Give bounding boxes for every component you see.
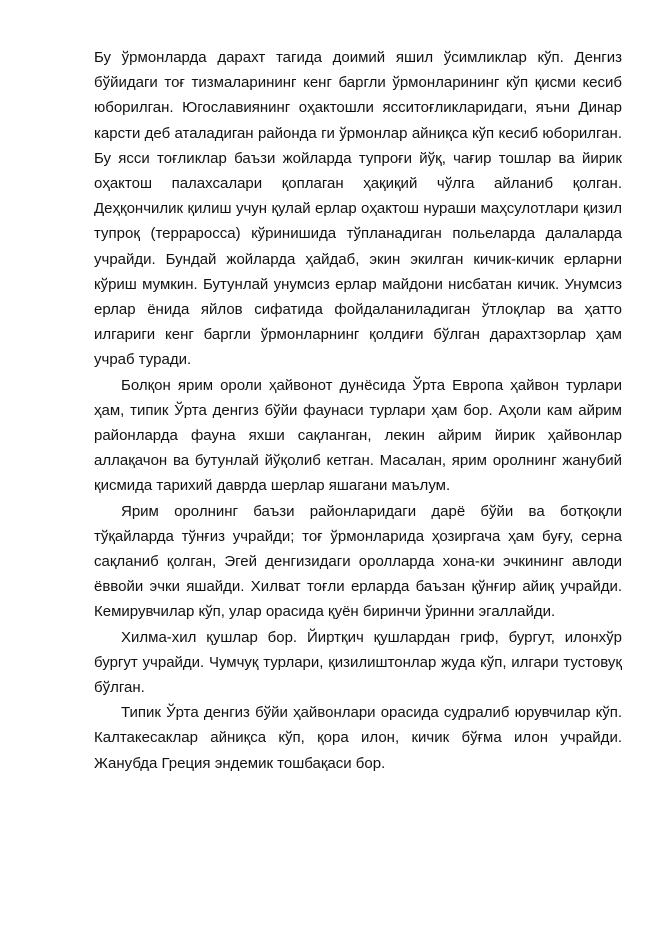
document-page [94, 45, 622, 776]
paragraph-mammals: Ярим оролнинг баъзи районларидаги дарё бўйи ва ботқоқли тўқайларда тўнғиз учрайди; тоғ ўрмонларида ҳозиргача ҳам буғу, серна сақланиб қолган, Эгей денгизидаги оролларда хона-ки эчкининг авлоди ёввойи эчки яшайди. Хилват тоғли ерларда баъзан қўнғир айиқ учрайди. Кемирувчилар кўп, улар орасида қуён биринчи ўринни эгаллайди. [94, 502, 622, 621]
paragraph-birds: Хилма-хил қушлар бор. Йиртқич қушлардан гриф, бургут, илонхўр бургут учрайди. Чумчуқ турлари, қизилиштонлар жуда кўп, илгари тустовуқ бўлган. [94, 628, 622, 697]
paragraph-reptiles: Типик Ўрта денгиз бўйи ҳайвонлари орасида судралиб юрувчилар кўп. Калтакесаклар айниқса кўп, қора илон, кичик бўғма илон учрайди. Жанубда Греция эндемик тошбақаси бор. [94, 704, 622, 772]
paragraph-forests: Бу ўрмонларда дарахт тагида доимий яшил ўсимликлар кўп. Денгиз бўйидаги тоғ тизмаларининг кенг баргли ўрмонларининг кўп қисми кесиб юборилган. Югославиянинг оҳактошли ясситоғликларидаги, яъни Динар карсти деб аталадиган районда ги ўрмонлар айниқса кўп кесиб юборилган. Бу ясси тоғликлар баъзи жойларда тупроғи йўқ, чағир тошлар ва йирик оҳактош палахсалари қоплаган ҳақиқий чўлга айланиб қолган. Деҳқончилик қилиш учун қулай ерлар оҳактош нураши маҳсулотлари қизил тупроқ (терраросса) кўринишида тўпланадиган польеларда далаларда учрайди. Бундай жойларда ҳайдаб, экин экилган кичик-кичик ерларни кўриш мумкин. Бутунлай унумсиз ерлар майдони нисбатан кичик. Унумсиз ерлар ёнида яйлов сифатида фойдаланиладиган ўтлоқлар ва ҳатто илгариги кенг баргли ўрмонларнинг қолдиғи бўлган дарахтзорлар ҳам учраб туради. [94, 49, 622, 369]
paragraph-fauna-overview: Болқон ярим ороли ҳайвонот дунёсида Ўрта Европа ҳайвон турлари ҳам, типик Ўрта денгиз бўйи фаунаси турлари ҳам бор. Аҳоли кам айрим районларда фауна яхши сақланган, лекин айрим йирик ҳайвонлар аллақачон ва бутунлай йўқолиб кетган. Масалан, ярим оролнинг жанубий қисмида тарихий даврда шерлар яшагани маълум. [94, 376, 622, 495]
